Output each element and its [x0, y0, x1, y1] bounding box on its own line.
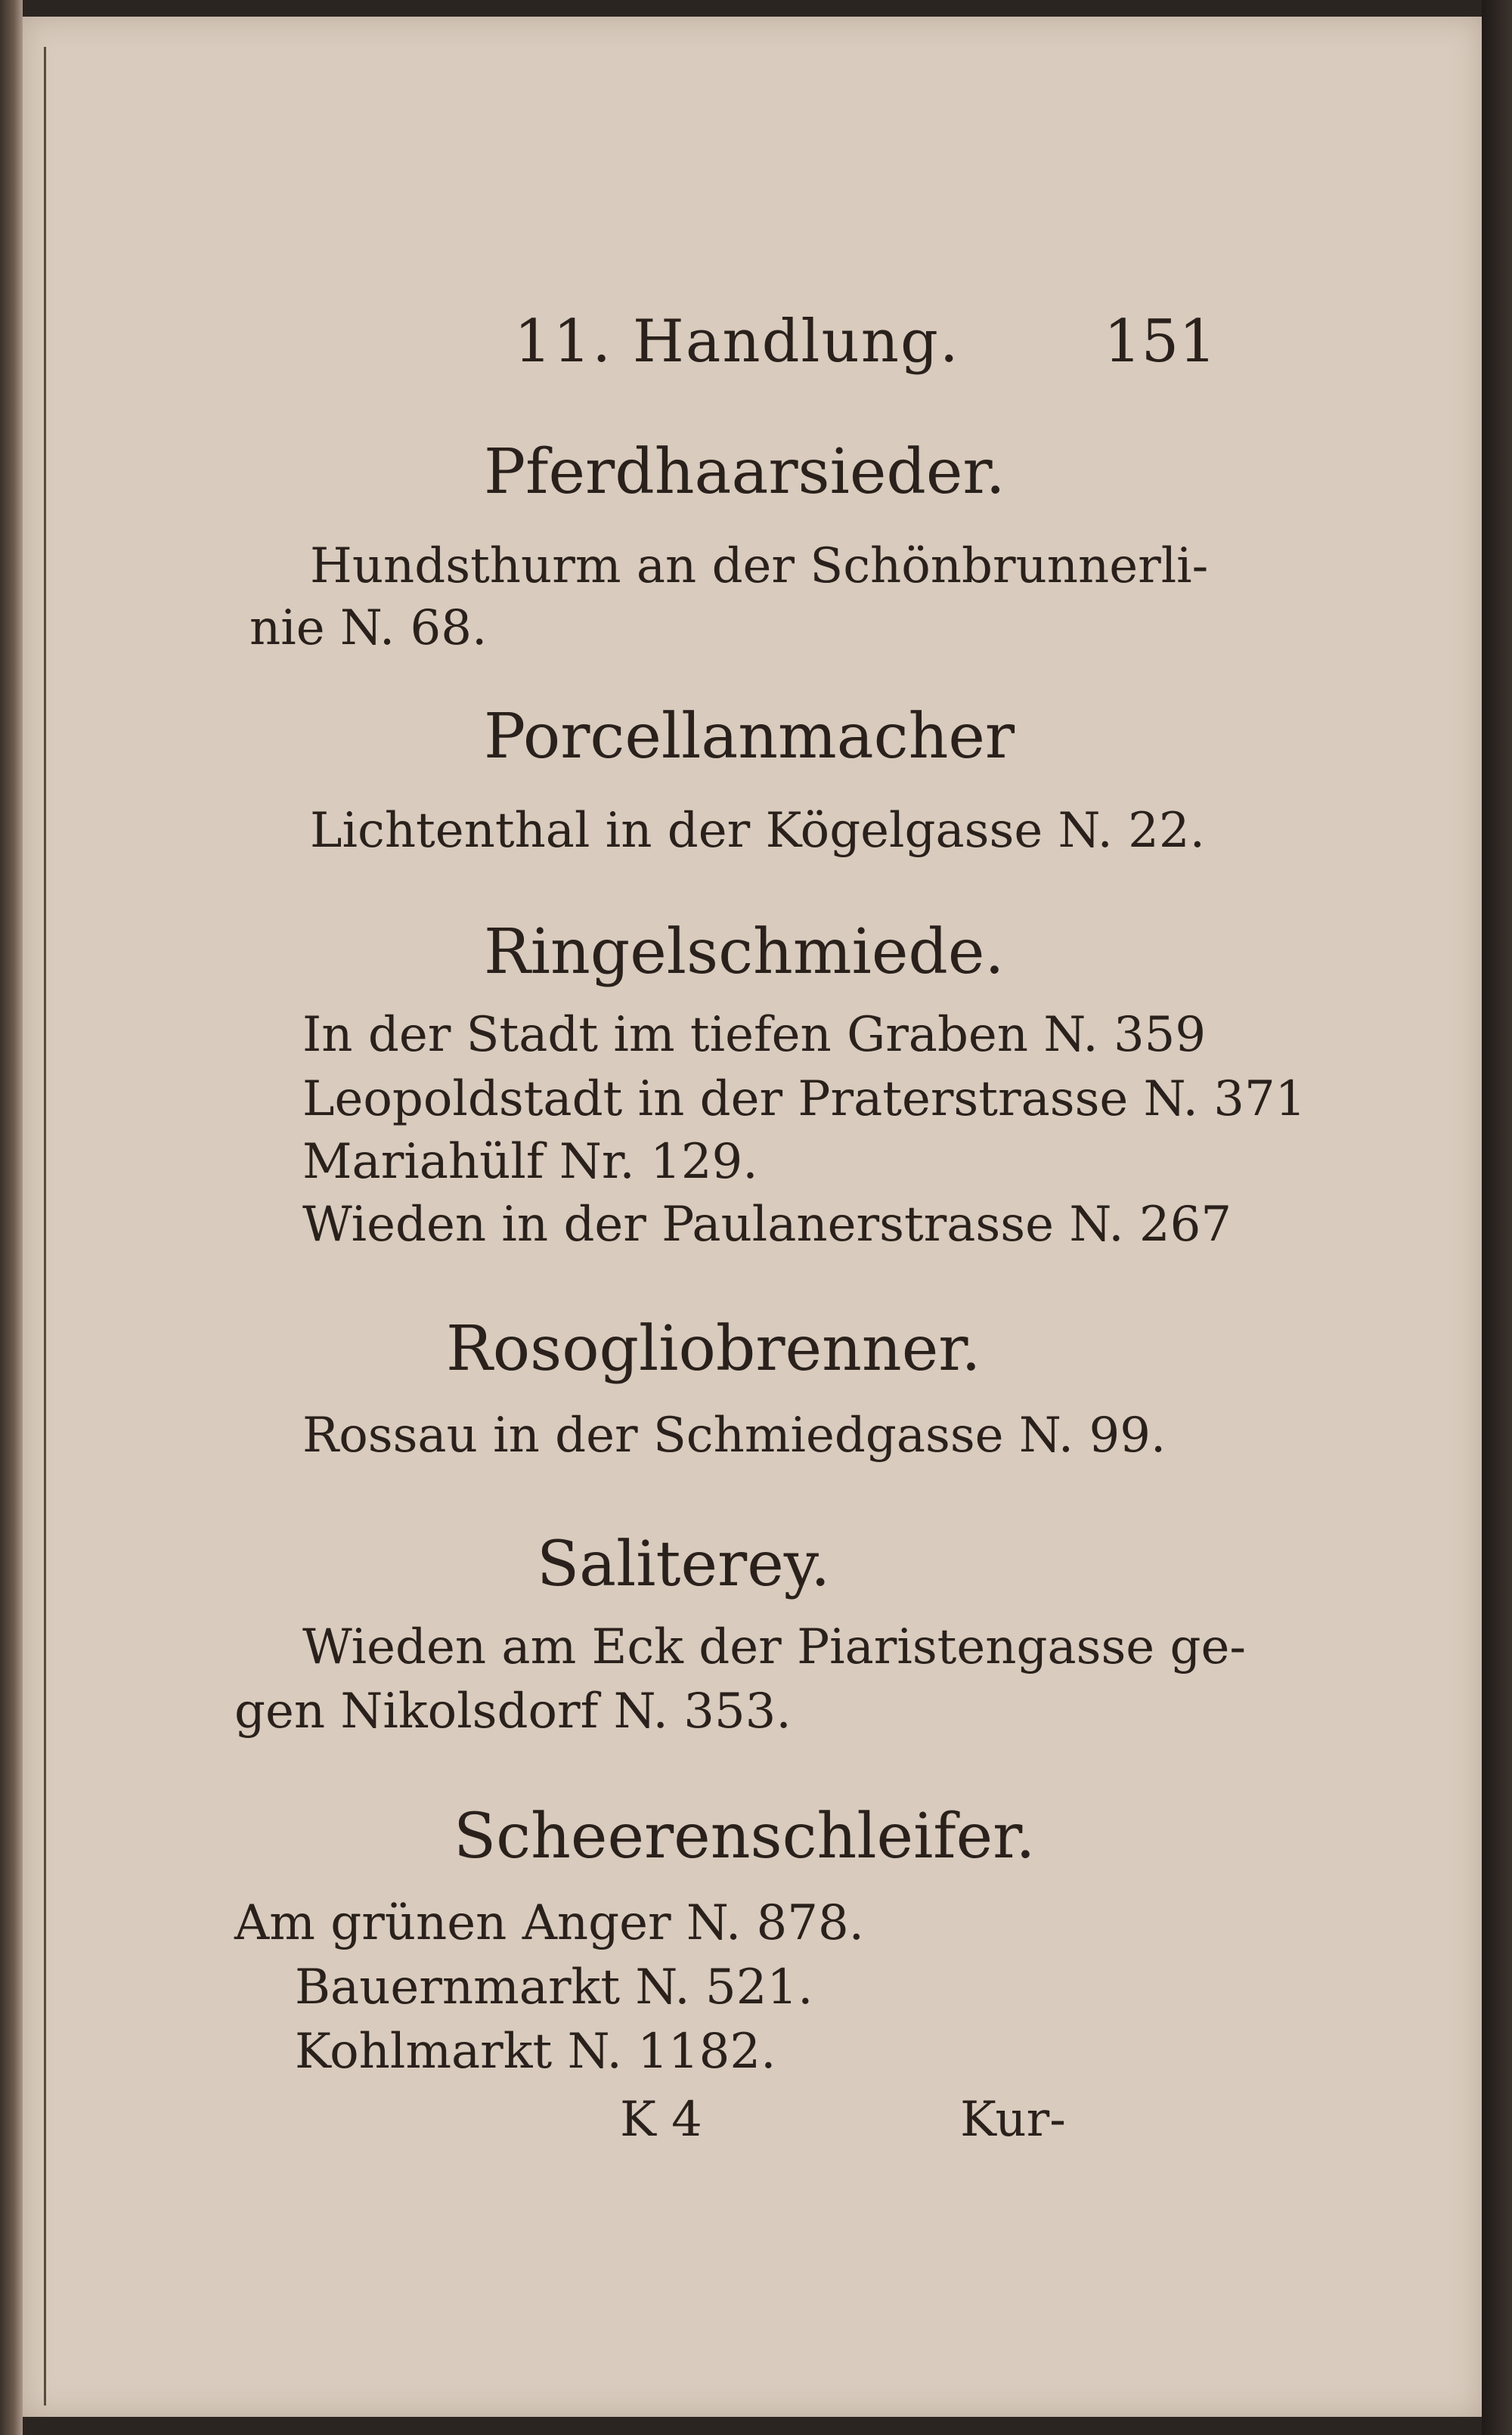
entry-line: Rossau in der Schmiedgasse N. 99. [302, 1408, 1167, 1464]
entry-line: Lichtenthal in der Kögelgasse N. 22. [310, 803, 1205, 859]
page-number: 151 [1104, 308, 1216, 376]
section-heading: Saliterey. [537, 1529, 831, 1600]
entry-line: Leopoldstadt in der Praterstrasse N. 371 [302, 1071, 1306, 1127]
running-title: 11. Handlung. [514, 308, 960, 376]
entry-line: Kohlmarkt N. 1182. [295, 2024, 776, 2080]
scan-background-edge [1482, 0, 1512, 2435]
entry-line: In der Stadt im tiefen Graben N. 359 [302, 1007, 1207, 1063]
catchword: Kur- [960, 2092, 1066, 2148]
entry-line: Hundsthurm an der Schönbrunnerli- [310, 538, 1209, 594]
entry-line: Wieden in der Paulanerstrasse N. 267 [302, 1197, 1232, 1253]
section-heading: Porcellanmacher [484, 701, 1015, 773]
gutter-line [44, 47, 46, 2406]
signature-mark: K 4 [620, 2092, 702, 2148]
page-paper [23, 17, 1482, 2417]
entry-line: Bauernmarkt N. 521. [295, 1959, 813, 2015]
entry-line: Am grünen Anger N. 878. [234, 1895, 864, 1951]
entry-line: Mariahülf Nr. 129. [302, 1134, 758, 1190]
entry-line: nie N. 68. [249, 600, 488, 656]
section-heading: Ringelschmiede. [484, 916, 1005, 988]
section-heading: Scheerenschleifer. [454, 1801, 1036, 1873]
entry-line: Wieden am Eck der Piaristengasse ge- [302, 1619, 1246, 1675]
entry-line: gen Nikolsdorf N. 353. [234, 1684, 792, 1740]
section-heading: Rosogliobrenner. [446, 1313, 981, 1385]
book-spine-edge [0, 0, 23, 2435]
section-heading: Pferdhaarsieder. [484, 436, 1005, 508]
